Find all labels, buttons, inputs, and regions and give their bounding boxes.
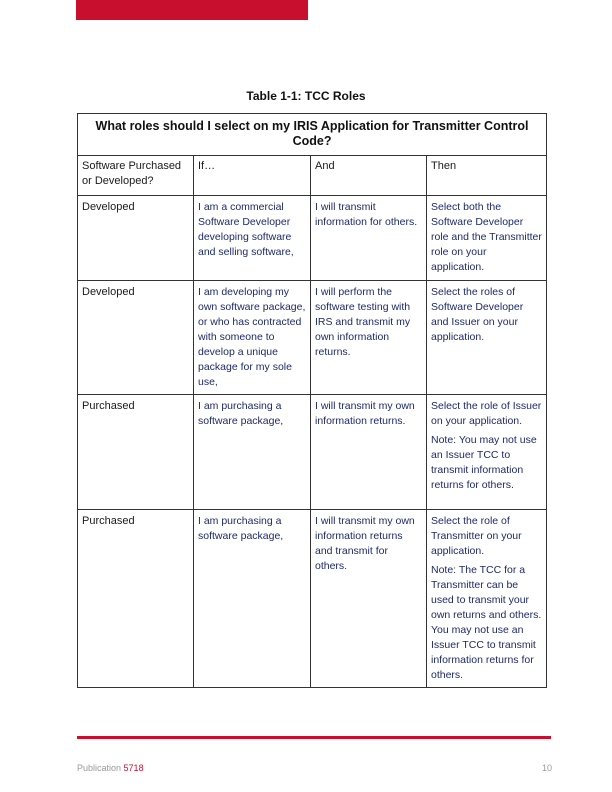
- column-header-if: If…: [194, 156, 311, 196]
- column-header-row: [78, 156, 547, 196]
- row-then-text: Select the roles of Software Developer and Issuer on your application.: [431, 286, 524, 343]
- row-then-text: Select the role of Issuer on your application.: [431, 400, 542, 427]
- publication-label: [77, 763, 144, 773]
- row-then: [427, 196, 547, 281]
- row-then: [427, 510, 547, 688]
- row-if: I am purchasing a software package,: [194, 395, 311, 510]
- table-row: [78, 196, 547, 281]
- table-row: [78, 510, 547, 688]
- row-and: I will transmit information for others.: [311, 196, 427, 281]
- row-type: Developed: [78, 281, 194, 395]
- row-and: I will perform the software testing with IRS and transmit my own information returns.: [311, 281, 427, 395]
- row-then: [427, 395, 547, 510]
- tcc-roles-table: [77, 113, 547, 688]
- row-then-note: Note: You may not use an Issuer TCC to transmit information returns for others.: [431, 434, 537, 491]
- page-number: 10: [541, 763, 552, 773]
- table-row: [78, 395, 547, 510]
- row-if: I am purchasing a software package,: [194, 510, 311, 688]
- table-question-header: What roles should I select on my IRIS Application for Transmitter Control Code?: [78, 114, 547, 156]
- publication-label-text: Publication: [77, 763, 122, 773]
- row-and: I will transmit my own information returns.: [311, 395, 427, 510]
- column-header-and: And: [311, 156, 427, 196]
- column-header-then: Then: [427, 156, 547, 196]
- row-type: Purchased: [78, 395, 194, 510]
- row-if: I am a commercial Software Developer developing software and selling software,: [194, 196, 311, 281]
- header-accent-bar: [76, 0, 308, 20]
- column-header-type: Software Purchased or Developed?: [78, 156, 194, 196]
- row-type: Developed: [78, 196, 194, 281]
- row-type: Purchased: [78, 510, 194, 688]
- row-and: I will transmit my own information returns and transmit for others.: [311, 510, 427, 688]
- row-then-text: Select both the Software Developer role and the Transmitter role on your application.: [431, 201, 542, 273]
- publication-number: 5718: [123, 763, 144, 773]
- row-then-note: Note: The TCC for a Transmitter can be used to transmit your own returns and others. You may not use an Issuer TCC to transmit information returns for others.: [431, 564, 542, 681]
- table-row: [78, 281, 547, 395]
- row-then-text: Select the role of Transmitter on your application.: [431, 515, 522, 557]
- table-caption: Table 1-1: TCC Roles: [246, 89, 366, 103]
- row-then: [427, 281, 547, 395]
- footer-accent-bar: [77, 736, 551, 739]
- row-if: I am developing my own software package, or who has contracted with someone to develop a unique package for my sole use,: [194, 281, 311, 395]
